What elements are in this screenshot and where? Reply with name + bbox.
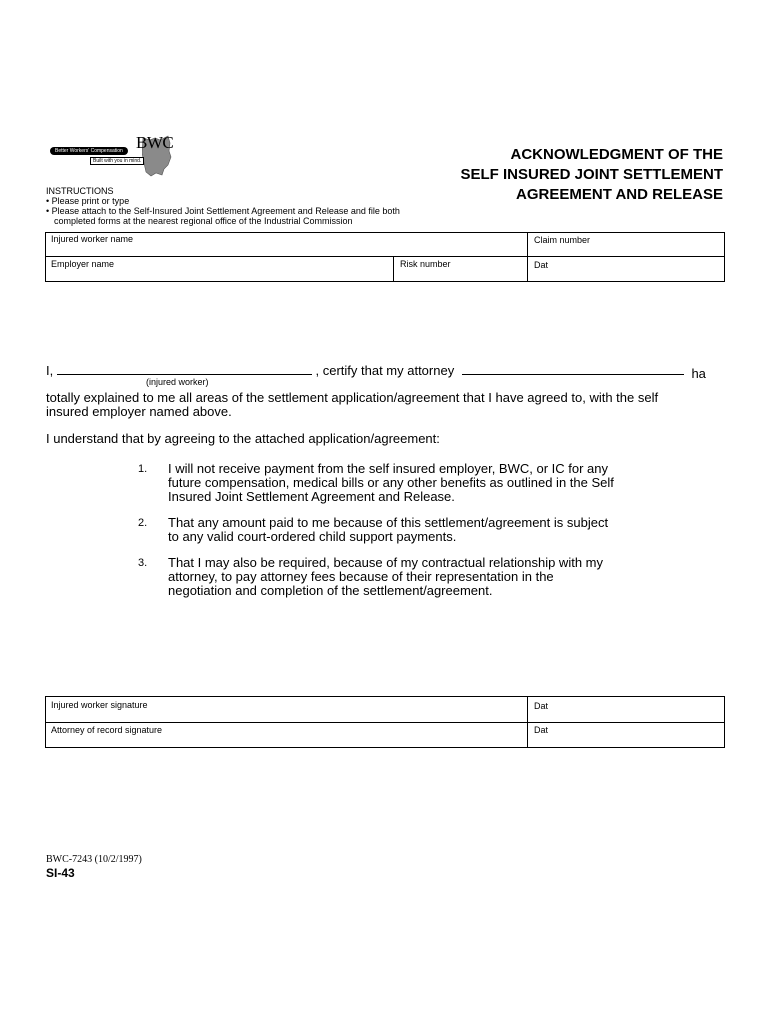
list-item-line: I will not receive payment from the self insured employer, BWC, or IC for any: [168, 461, 609, 476]
certify-prefix: I,: [46, 363, 54, 378]
logo-tagline: Built with you in mind.: [90, 157, 144, 165]
title-line-3: AGREEMENT AND RELEASE: [516, 186, 723, 203]
certify-line: [46, 362, 706, 381]
paragraph-1-line-1: totally explained to me all areas of the settlement application/agreement that I have agreed to, with the self: [46, 390, 659, 405]
form-title: [460, 145, 723, 205]
list-item-1: [168, 462, 614, 504]
bwc-logo: [46, 133, 174, 179]
list-item-line: Insured Joint Settlement Agreement and Release.: [168, 489, 455, 504]
item-2-number: 2.: [138, 517, 148, 529]
item-1-number: 1.: [138, 463, 148, 475]
worker-signature-field[interactable]: Injured worker signature: [51, 700, 148, 710]
col-divider: [527, 697, 528, 747]
attorney-date-field[interactable]: Dat: [534, 725, 549, 735]
paragraph-1-line-2: insured employer named above.: [46, 404, 232, 419]
list-item-line: to any valid court-ordered child support payments.: [168, 529, 457, 544]
certify-suffix: ha: [691, 366, 706, 381]
list-item-line: negotiation and completion of the settlement/agreement.: [168, 583, 493, 598]
list-item-3: [168, 556, 603, 598]
logo-bar-text: Better Workers' Compensation: [50, 147, 128, 155]
instruction-item-2-cont: completed forms at the nearest regional office of the Industrial Commission: [54, 216, 353, 226]
claim-number-field[interactable]: Claim number: [534, 235, 591, 245]
employer-name-field[interactable]: Employer name: [51, 259, 115, 269]
instruction-item-2: • Please attach to the Self-Insured Joint Settlement Agreement and Release and file both: [46, 206, 400, 216]
form-code: SI-43: [46, 866, 75, 880]
signature-table: [45, 696, 725, 748]
title-line-2: SELF INSURED JOINT SETTLEMENT: [460, 166, 723, 183]
date-field[interactable]: Dat: [534, 260, 549, 270]
title-line-1: ACKNOWLEDGMENT OF THE: [510, 146, 723, 163]
injured-worker-name-field[interactable]: Injured worker name: [51, 234, 134, 244]
logo-brand: BWC: [136, 133, 174, 152]
item-3-number: 3.: [138, 557, 148, 569]
col-divider: [393, 256, 394, 281]
list-item-line: future compensation, medical bills or any other benefits as outlined in the Self: [168, 475, 614, 490]
list-item-line: attorney, to pay attorney fees because of their representation in the: [168, 569, 554, 584]
attorney-blank[interactable]: [462, 362, 684, 375]
list-item-2: [168, 516, 608, 544]
worker-date-field[interactable]: Dat: [534, 701, 549, 711]
row-divider: [46, 256, 724, 257]
attorney-signature-field[interactable]: Attorney of record signature: [51, 725, 163, 735]
injured-worker-caption: (injured worker): [146, 377, 209, 387]
paragraph-2: I understand that by agreeing to the attached application/agreement:: [46, 431, 440, 446]
injured-worker-blank[interactable]: [57, 362, 312, 375]
instructions-heading: INSTRUCTIONS: [46, 186, 114, 196]
form-id: BWC-7243 (10/2/1997): [46, 854, 142, 865]
instruction-item-1: • Please print or type: [46, 196, 130, 206]
certify-middle: , certify that my attorney: [315, 363, 455, 378]
list-item-line: That any amount paid to me because of this settlement/agreement is subject: [168, 515, 609, 530]
risk-number-field[interactable]: Risk number: [400, 259, 451, 269]
list-item-line: That I may also be required, because of my contractual relationship with my: [168, 555, 603, 570]
row-divider: [46, 722, 724, 723]
instructions: [46, 186, 400, 226]
top-form-table: [45, 232, 725, 282]
col-divider: [527, 233, 528, 281]
